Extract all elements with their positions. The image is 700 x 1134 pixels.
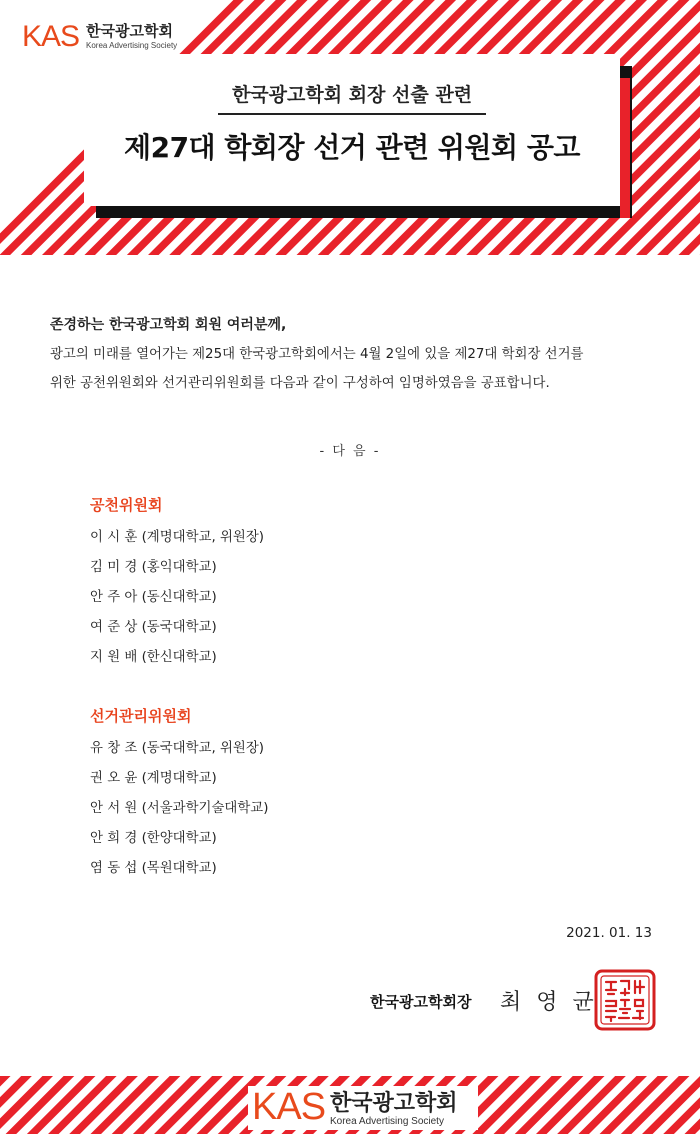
- member-item: 지 원 배 (한신대학교): [90, 650, 217, 665]
- paragraph-line: 위한 공천위원회와 선거관리위원회를 다음과 같이 구성하여 임명하였음을 공표합니다.: [50, 376, 550, 391]
- member-item: 여 준 상 (동국대학교): [90, 620, 217, 635]
- committee-title: 선거관리위원회: [90, 707, 192, 725]
- kas-logo-bottom: [248, 1086, 478, 1130]
- title-box: [84, 54, 620, 206]
- member-item: 김 미 경 (홍익대학교): [90, 560, 217, 575]
- paragraph-line: 광고의 미래를 열어가는 제25대 한국광고학회에서는 4월 2일에 있을 제27대 학회장 선거를: [50, 347, 584, 362]
- member-item: 안 희 경 (한양대학교): [90, 831, 217, 846]
- kas-logo-top: [22, 20, 192, 56]
- notice-body: [50, 314, 670, 398]
- committee-title: 공천위원회: [90, 496, 163, 514]
- member-item: 안 서 원 (서울과학기술대학교): [90, 801, 269, 816]
- logo-mark: KAS: [22, 20, 80, 53]
- member-item: 유 창 조 (동국대학교, 위원장): [90, 741, 265, 756]
- official-seal-icon: [593, 968, 657, 1032]
- signature-row: [370, 985, 598, 1019]
- logo-name: 한국광고학회: [86, 22, 173, 40]
- next-marker: - 다 음 -: [319, 444, 381, 459]
- signer-name: 최 영 균: [500, 990, 598, 1015]
- logo-sub: Korea Advertising Society: [86, 41, 178, 50]
- member-item: 권 오 윤 (계명대학교): [90, 771, 217, 786]
- logo-mark: KAS: [252, 1086, 326, 1128]
- greeting: 존경하는 한국광고학회 회원 여러분께,: [50, 317, 287, 333]
- signer-title: 한국광고학회장: [370, 993, 472, 1011]
- notice-title: 제27대 학회장 선거 관련 위원회 공고: [124, 131, 580, 164]
- member-item: 염 동 섭 (목원대학교): [90, 861, 217, 876]
- notice-date: 2021. 01. 13: [566, 925, 652, 941]
- logo-sub: Korea Advertising Society: [330, 1116, 444, 1127]
- notice-subtitle: 한국광고학회 회장 선출 관련: [231, 84, 473, 106]
- logo-name: 한국광고학회: [330, 1091, 458, 1116]
- header-banner: [0, 0, 700, 255]
- member-item: 이 시 훈 (계명대학교, 위원장): [90, 530, 265, 545]
- committee-nomination: [90, 494, 264, 673]
- subtitle-underline: [218, 113, 486, 115]
- announcement-paragraph: [50, 340, 670, 398]
- committee-election: [90, 705, 268, 884]
- member-item: 안 주 아 (동신대학교): [90, 590, 217, 605]
